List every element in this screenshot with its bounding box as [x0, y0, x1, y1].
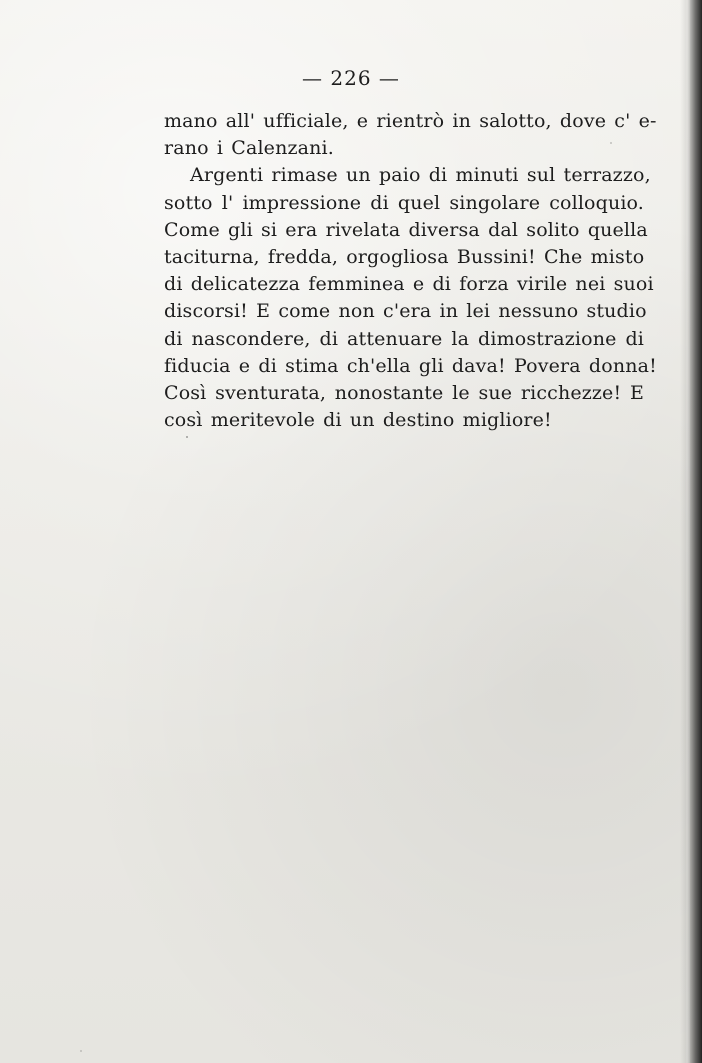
text-line: rano i Calenzani.	[164, 137, 334, 160]
text-line: mano all' ufficiale, e rientrò in salotto, dove c' e-	[164, 110, 657, 132]
text-line: taciturna, fredda, orgogliosa Bussini! Che misto	[164, 246, 645, 269]
text-line: Argenti rimase un paio di minuti sul terrazzo,	[190, 164, 651, 187]
scan-speck	[186, 436, 188, 438]
text-line: di delicatezza femminea e di forza virile nei suoi	[164, 273, 654, 296]
page-edge-shadow	[680, 0, 702, 1063]
text-line: così meritevole di un destino migliore!	[164, 409, 552, 432]
scan-speck	[80, 1050, 82, 1052]
text-line: sotto l' impressione di quel singolare colloquio.	[164, 191, 644, 214]
text-line: Così sventurata, nonostante le sue ricchezze! E	[164, 382, 644, 405]
page-text	[164, 108, 657, 434]
text-line: discorsi! E come non c'era in lei nessuno studio	[164, 300, 647, 323]
page-number: — 226 —	[302, 66, 400, 90]
text-line: di nascondere, di attenuare la dimostrazione di	[164, 327, 644, 350]
text-line: fiducia e di stima ch'ella gli dava! Povera donna!	[164, 354, 657, 377]
text-line: Come gli si era rivelata diversa dal solito quella	[164, 218, 648, 241]
